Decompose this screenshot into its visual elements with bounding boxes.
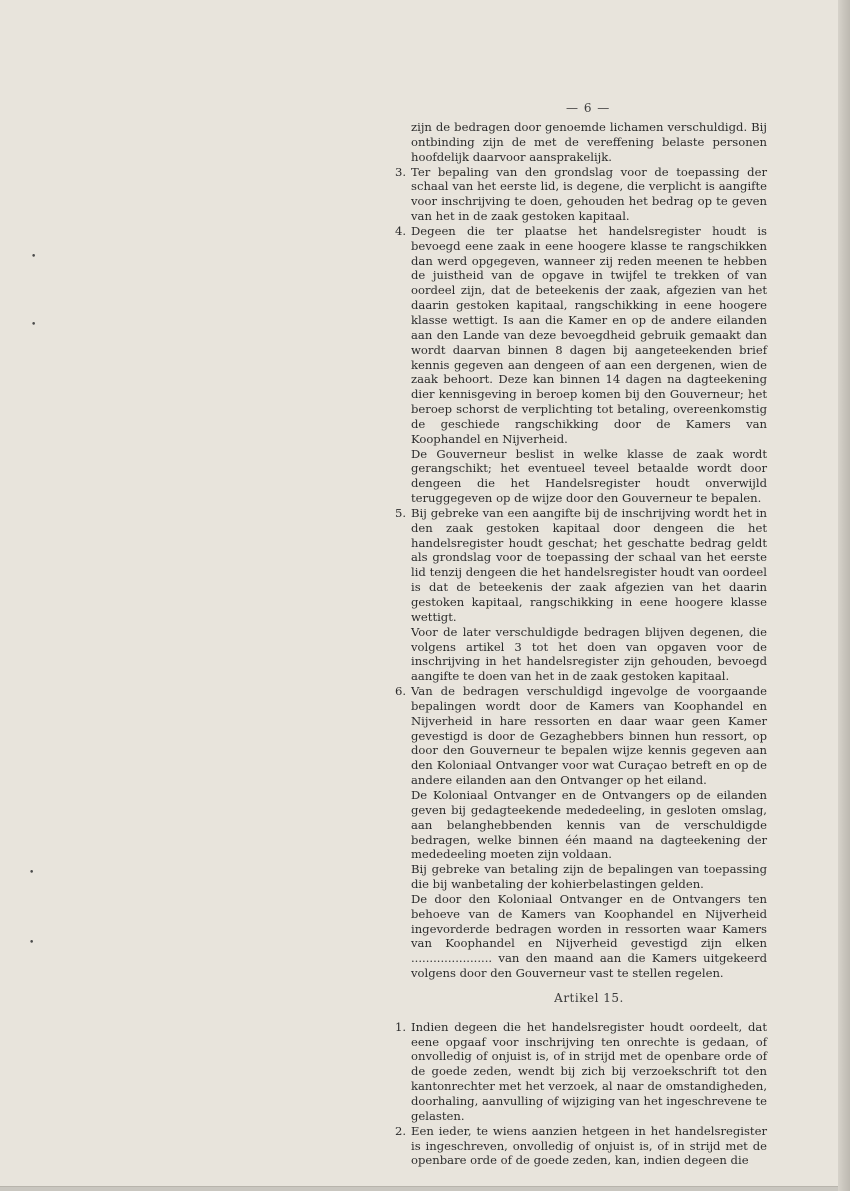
paragraph-number: 4. xyxy=(395,223,407,238)
paragraph-text: Voor de later verschuldigde bedragen blijven degenen, die volgens artikel 3 tot het doen van opgaven voor de inschrijving in het handelsregister zijn gehouden, bevoegd aangifte te doen van het in de zaak gestoken kapitaal. xyxy=(411,624,767,684)
paragraph-6-continued xyxy=(391,788,767,862)
paragraph-text: Ter bepaling van den grondslag voor de toepassing der schaal van het eerste lid, is degene, die verplicht is aangifte voor inschrijving te doen, gehouden het bedrag op te geven van het in de zaak gestoken kapitaal. xyxy=(411,164,767,224)
paragraph-number: 2. xyxy=(395,1123,407,1138)
paragraph-text: De door den Koloniaal Ontvanger en de Ontvangers ten behoeve van de Kamers van Koophandel en Nijverheid ingevorderde bedragen worden in ressorten waar Kamers van Koophandel en Nijverheid gevestigd zijn elken ...................... van den maand aan die Kamers uitgekeerd volgens door den Gouverneur vast te stellen regelen. xyxy=(411,891,767,981)
paragraph-number: 1. xyxy=(395,1019,407,1034)
paragraph-text: Degeen die ter plaatse het handelsregister houdt is bevoegd eene zaak in eene hoogere klasse te rangschikken dan werd opgegeven, wanneer zij reden meenen te hebben de juistheid van de opgave in twijfel te trekken of van oordeel zijn, dat de beteekenis der zaak, afgezien van het daarin gestoken kapitaal, rangschikking in eene hoogere klasse wettigt. Is aan die Kamer en op de andere eilanden aan den Lande van deze bevoegdheid gebruik gemaakt dan wordt daarvan binnen 8 dagen bij aangeteekenden brief kennis gegeven aan dengeen of aan een dergenen, wien de zaak behoort. Deze kan binnen 14 dagen na dagteekening dier kennisgeving in beroep komen bij den Gouverneur; het beroep schorst de verplichting tot betaling, overeenkomstig de geschiede rangschikking door de Kamers van Koophandel en Nijverheid. xyxy=(411,223,767,446)
page-edge xyxy=(838,0,850,1191)
paragraph-number: 3. xyxy=(395,164,407,179)
paragraph-text: Indien degeen die het handelsregister houdt oordeelt, dat eene opgaaf voor inschrijving ten onrechte is gedaan, of onvolledig of onjuist is, of in strijd met de openbare orde of de goede zeden, wendt bij zich bij verzoekschrift tot den kantonrechter met het verzoek, al naar de omstandigheden, doorhaling, aanvulling of wijziging van het ingeschrevene te gelasten. xyxy=(411,1019,767,1123)
paragraph-5-continued xyxy=(391,625,767,684)
paragraph-number: 6. xyxy=(395,684,407,699)
paragraph-6-continued xyxy=(391,862,767,892)
margin-mark: • xyxy=(31,252,37,262)
article-paragraph-1 xyxy=(391,1020,767,1124)
paragraph-3 xyxy=(391,165,767,224)
paragraph-6-continued xyxy=(391,892,767,981)
article-heading: Artikel 15. xyxy=(554,990,624,1005)
paragraph-text: Een ieder, te wiens aanzien hetgeen in het handelsregister is ingeschreven, onvolledig of onjuist is, of in strijd met de openbare orde of de goede zeden, kan, indien degeen die xyxy=(411,1123,767,1168)
paragraph-text: Bij gebreke van een aangifte bij de inschrijving wordt het in den zaak gestoken kapitaal door dengeen die het handelsregister houdt geschat; het geschatte bedrag geldt als grondslag voor de toepassing der schaal van het eerste lid tenzij dengeen die het handelsregister houdt van oordeel is dat de beteekenis der zaak afgezien van het daarin gestoken kapitaal, rangschikking in eene hoogere klasse wettigt. xyxy=(411,505,767,624)
article-paragraph-2 xyxy=(391,1124,767,1169)
page-number: — 6 — xyxy=(566,101,611,115)
paragraph-text: De Gouverneur beslist in welke klasse de zaak wordt gerangschikt; het eventueel teveel betaalde wordt door dengeen die het Handelsregister houdt onverwijld teruggegeven op de wijze door den Gouverneur te bepalen. xyxy=(411,446,767,506)
paragraph-text: Bij gebreke van betaling zijn de bepalingen van toepassing die bij wanbetaling der kohierbelastingen gelden. xyxy=(411,862,767,892)
document-body xyxy=(391,120,767,1168)
paragraph-text: zijn de bedragen door genoemde lichamen verschuldigd. Bij ontbinding zijn de met de vereffening belaste personen hoofdelijk daarvoor aansprakelijk. xyxy=(411,120,767,164)
margin-mark: • xyxy=(29,938,35,948)
paragraph-continuation xyxy=(391,120,767,165)
paragraph-number: 5. xyxy=(395,505,407,520)
margin-mark: • xyxy=(29,868,35,878)
paragraph-4 xyxy=(391,224,767,447)
paragraph-4-continued xyxy=(391,447,767,506)
paragraph-5 xyxy=(391,506,767,625)
paragraph-text: De Koloniaal Ontvanger en de Ontvangers op de eilanden geven bij gedagteekende mededeeling, in gesloten omslag, aan belanghebbenden kennis van de verschuldigde bedragen, welke binnen één maand na dagteekening der mededeeling moeten zijn voldaan. xyxy=(411,787,767,862)
paragraph-6 xyxy=(391,684,767,788)
paragraph-text: Van de bedragen verschuldigd ingevolge de voorgaande bepalingen wordt door de Kamers van Koophandel en Nijverheid in hare ressorten en daar waar geen Kamer gevestigd is door de Gezaghebbers binnen hun ressort, op door den Gouverneur te bepalen wijze kennis gegeven aan den Koloniaal Ontvanger voor wat Curaçao betreft en op de andere eilanden aan den Ontvanger op het eiland. xyxy=(411,684,767,788)
margin-mark: • xyxy=(31,320,37,330)
